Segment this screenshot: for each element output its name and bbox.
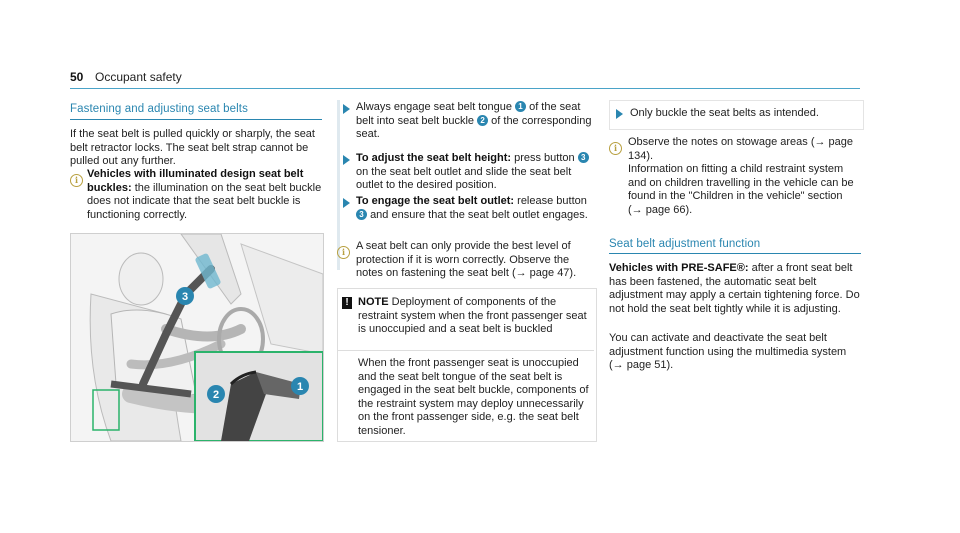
intro-paragraph: If the seat belt is pulled quickly or sharply, the seat belt retractor locks. The seat belt strap cannot be pulled out any further. [70, 128, 315, 167]
presafe-paragraph [609, 262, 861, 316]
step-buckle-intended: Only buckle the seat belts as intended. [630, 107, 819, 119]
page-number: 50 [70, 70, 84, 84]
info-icon: i [609, 138, 622, 156]
svg-text:3: 3 [181, 291, 189, 303]
seat-belt-illustration [70, 233, 324, 442]
step-engage-tongue [356, 101, 596, 142]
number-badge: 3 [356, 209, 367, 220]
svg-text:1: 1 [296, 381, 304, 393]
step-engage-outlet [356, 195, 596, 222]
note-text: Deployment of components of the restraint system when the front passenger seat is unoccupied and a seat belt is buckled [358, 296, 587, 335]
marker-3 [176, 287, 194, 305]
number-badge: 1 [515, 101, 526, 112]
step2-text-b: on the seat belt outlet and slide the seat belt outlet to the desired position. [356, 165, 572, 191]
presafe-bold: Vehicles with PRE-SAFE®: [609, 262, 749, 274]
illustration-svg [71, 234, 323, 441]
note-heading [358, 296, 590, 337]
svg-text:2: 2 [212, 389, 220, 401]
step1-text-b: of the seat belt into seat belt buckle [356, 101, 581, 127]
step-arrow-icon [343, 198, 350, 208]
info-text: the illumination on the seat belt buckle does not indicate that the seat belt buckle is functioning correctly. [87, 181, 322, 221]
number-badge: 2 [477, 115, 488, 126]
number-badge: 3 [578, 152, 589, 163]
section-rule [70, 119, 322, 120]
step-arrow-icon [616, 109, 623, 119]
step1-text-c: of the corresponding seat. [356, 114, 592, 140]
presafe-text: after a front seat belt has been fastened, the automatic seat belt adjustment may apply a certain tightening force. Do not hold the seat belt tightly while it is adjusting. [609, 262, 860, 315]
info-stowage: Observe the notes on stowage areas (→ page 134). [628, 136, 854, 162]
step2-bold: To adjust the seat belt height: [356, 152, 512, 164]
section-title-adjustment: Seat belt adjustment function [609, 238, 761, 250]
section-title-fastening: Fastening and adjusting seat belts [70, 103, 248, 115]
info-bold-label: Vehicles with illuminated design seat belt buckles: [87, 168, 304, 194]
step3-bold: To engage the seat belt outlet: [356, 195, 515, 207]
step-arrow-icon [343, 155, 350, 165]
warning-icon: ! [342, 297, 352, 309]
marker-2 [207, 385, 225, 403]
chapter-title: Occupant safety [95, 70, 182, 84]
info-children: Information on fitting a child restraint system and on children travelling in the vehicle can be found in the "Children in the vehicle" section (→ page 66). [628, 163, 854, 216]
info-illuminated-buckles [87, 168, 322, 222]
step1-text-a: Always engage seat belt tongue [356, 101, 512, 113]
note-body: When the front passenger seat is unoccupied and the seat belt tongue of the seat belt is engaged in the seat belt buckle, components of the restraint system may deploy unnecessarily on the front passenger side, e.g. the seat belt tensioner. [358, 357, 589, 437]
marker-1 [291, 377, 309, 395]
section-rule [609, 253, 861, 254]
info-icon: i [70, 170, 83, 188]
step-arrow-icon [343, 104, 350, 114]
note-divider [338, 350, 594, 351]
header-rule [70, 88, 860, 89]
step3-text-a: release button [517, 195, 587, 207]
step2-text-a: press button [514, 152, 575, 164]
step-adjust-height [356, 152, 596, 193]
note-title: NOTE [358, 296, 389, 308]
step3-text-b: and ensure that the seat belt outlet engages. [370, 208, 588, 221]
adjustment-paragraph: You can activate and deactivate the seat belt adjustment function using the multimedia system (→ page 51). [609, 332, 847, 371]
info-protection: A seat belt can only provide the best level of protection if it is worn correctly. Observe the notes on fastening the seat belt (→ page 47). [356, 240, 577, 279]
info-icon: i [337, 242, 350, 260]
